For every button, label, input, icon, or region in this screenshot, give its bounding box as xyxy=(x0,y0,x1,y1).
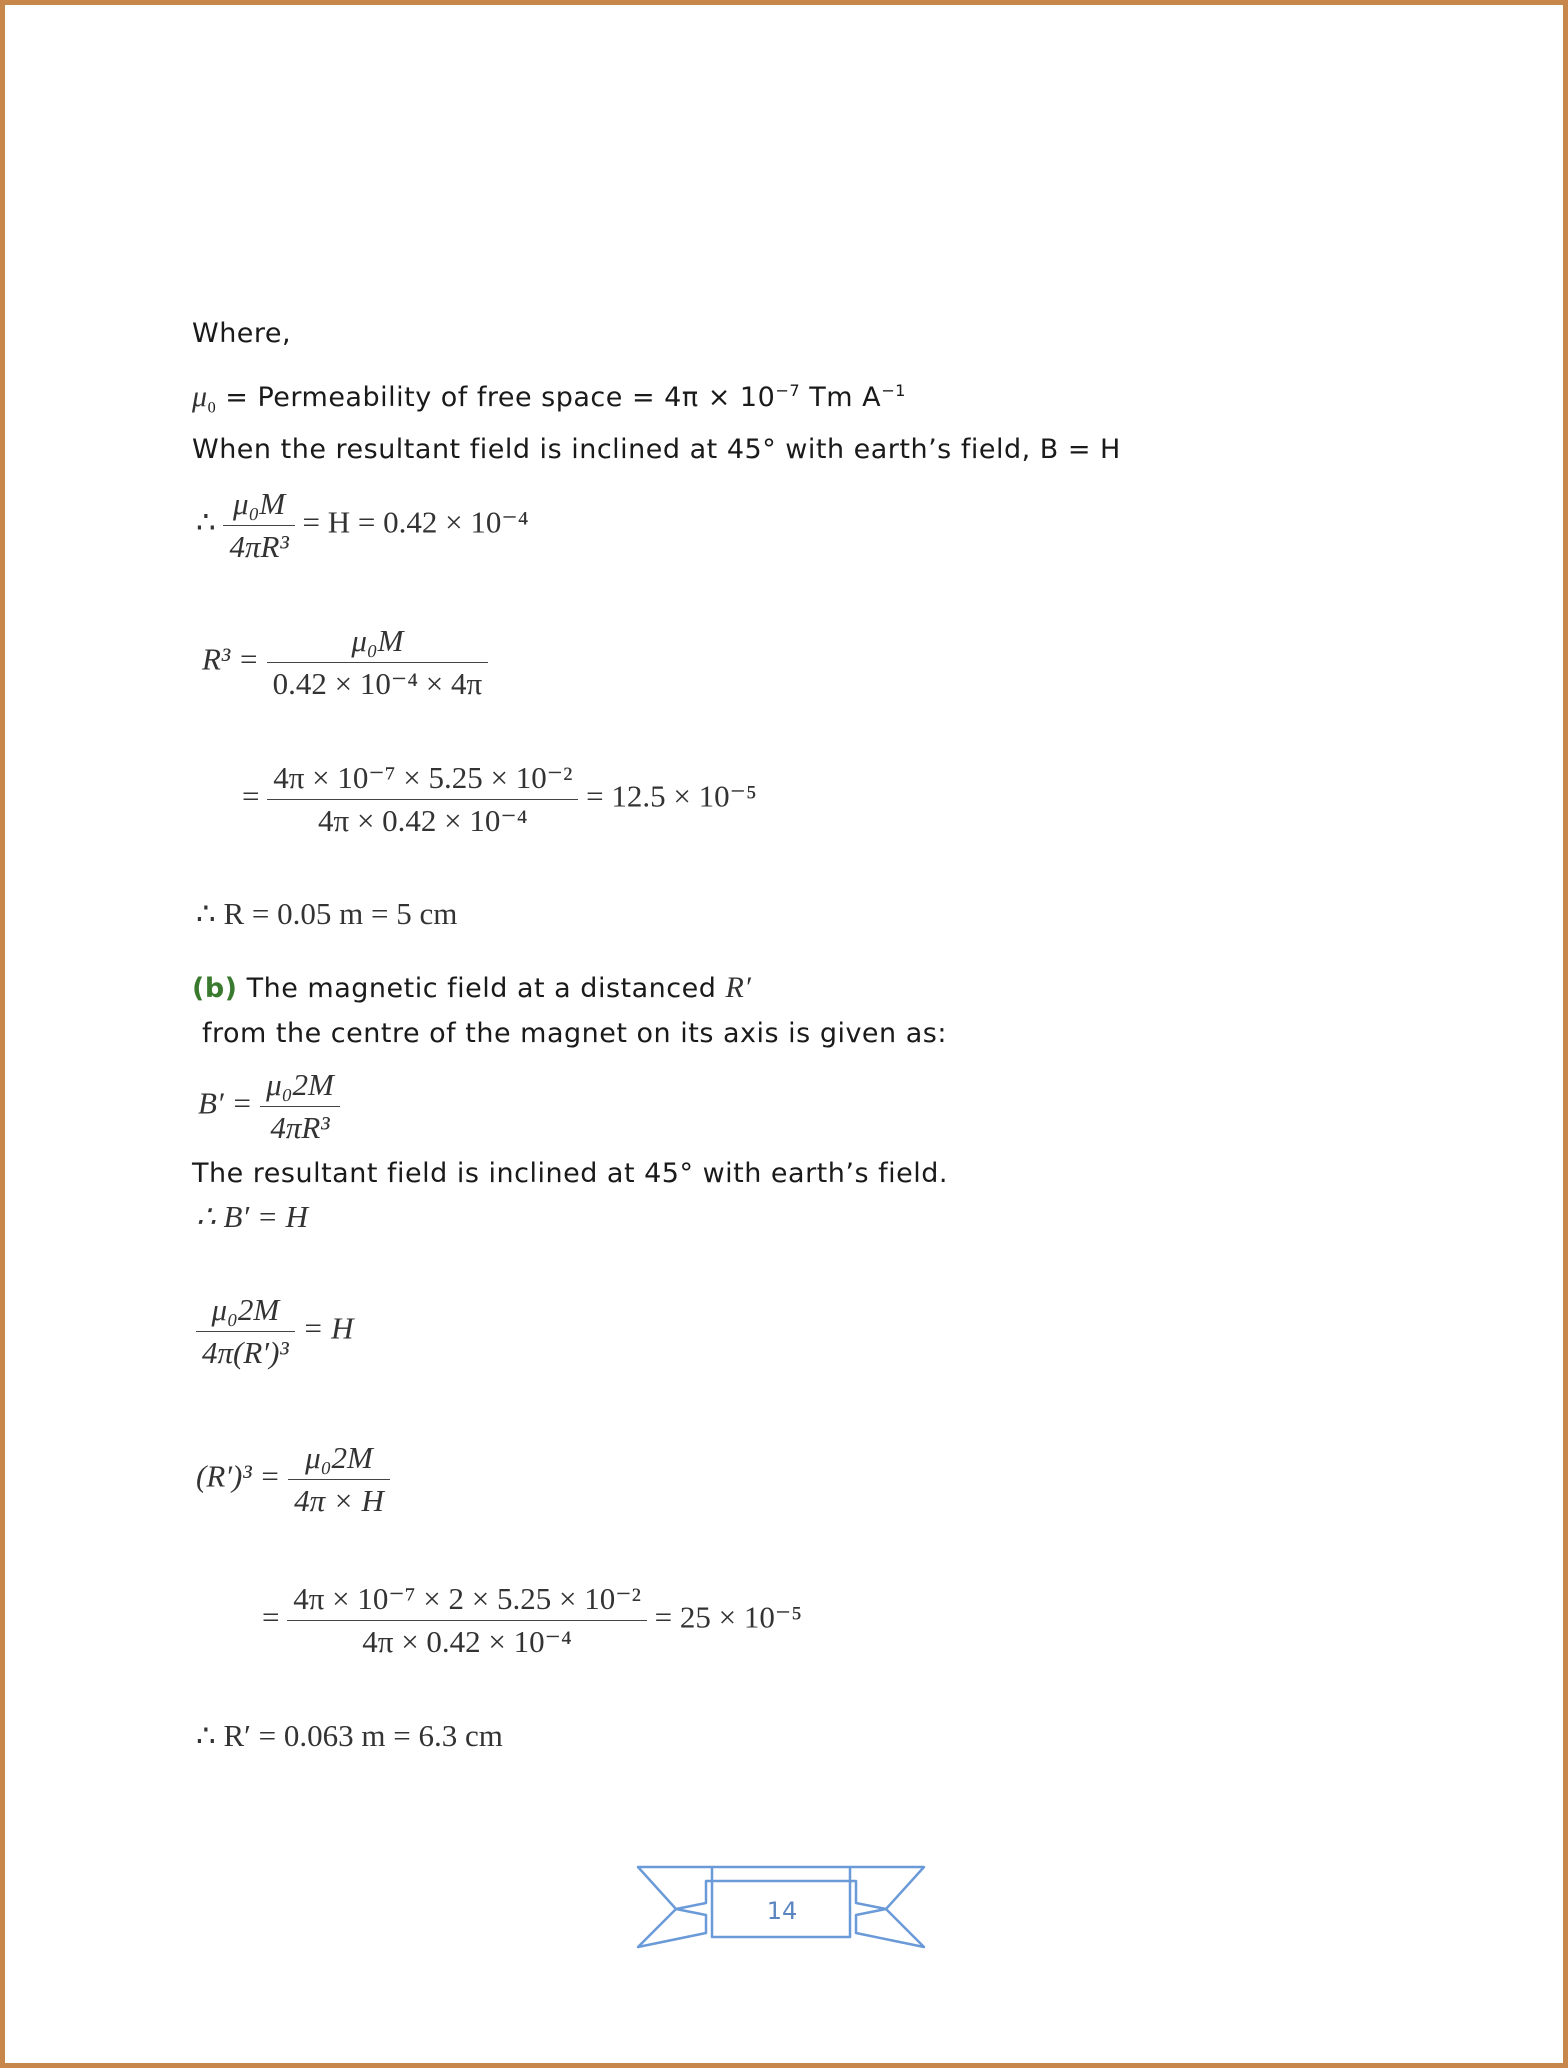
equation-10: ∴ R′ = 0.063 m = 6.3 cm xyxy=(196,1718,503,1753)
part-b-label: (b) xyxy=(192,973,238,1004)
fraction-5-numerator: μ₀2M xyxy=(266,1067,334,1102)
permeability-unit-exponent: −1 xyxy=(881,381,906,400)
equation-8 xyxy=(196,1440,390,1519)
part-b-line-1 xyxy=(192,971,751,1005)
mu0-subscript: 0 xyxy=(207,398,217,417)
equation-7-rhs: = H xyxy=(302,1310,354,1346)
equation-3 xyxy=(242,760,757,839)
fraction-5 xyxy=(260,1067,340,1146)
permeability-text: = Permeability of free space = 4π × 10 xyxy=(225,382,776,413)
equation-2 xyxy=(202,623,488,702)
fraction-9-numerator: 4π × 10⁻⁷ × 2 × 5.25 × 10⁻² xyxy=(293,1581,641,1616)
page-number: 14 xyxy=(766,1897,798,1925)
fraction-3-numerator: 4π × 10⁻⁷ × 5.25 × 10⁻² xyxy=(273,760,573,795)
fraction-8 xyxy=(288,1440,390,1519)
fraction-3-denominator: 4π × 0.42 × 10⁻⁴ xyxy=(267,799,578,839)
fraction-7-numerator: μ₀2M xyxy=(211,1292,280,1327)
equation-9-equals: = xyxy=(262,1599,280,1635)
part-b-variable: R′ xyxy=(725,971,752,1004)
fraction-9 xyxy=(287,1581,647,1660)
equation-5 xyxy=(198,1067,340,1146)
fraction-3 xyxy=(267,760,578,839)
equation-9 xyxy=(262,1581,802,1660)
equation-2-lhs: R³ = xyxy=(202,641,259,677)
resultant-statement-b: The resultant field is inclined at 45° with earth’s field. xyxy=(192,1158,948,1189)
fraction-8-denominator: 4π × H xyxy=(288,1479,390,1519)
fraction-5-denominator: 4πR³ xyxy=(260,1106,340,1146)
equation-7 xyxy=(196,1292,354,1371)
equation-8-lhs: (R′)³ = xyxy=(196,1458,281,1494)
equation-1-rhs: = H = 0.42 × 10⁻⁴ xyxy=(302,504,529,540)
equation-3-rhs: = 12.5 × 10⁻⁵ xyxy=(586,778,757,814)
permeability-unit: Tm A xyxy=(800,382,882,413)
fraction-2-denominator: 0.42 × 10⁻⁴ × 4π xyxy=(267,662,489,702)
equation-6: ∴ B′ = H xyxy=(196,1199,308,1234)
permeability-exponent: −7 xyxy=(775,381,801,400)
equation-4: ∴ R = 0.05 m = 5 cm xyxy=(196,896,458,931)
equation-3-equals: = xyxy=(242,778,260,814)
equation-1 xyxy=(196,486,529,565)
fraction-2 xyxy=(267,623,489,702)
therefore-symbol: ∴ xyxy=(196,504,216,540)
fraction-1-numerator: μ₀M xyxy=(233,486,286,521)
fraction-1 xyxy=(223,486,294,565)
fraction-7-denominator: 4π(R′)³ xyxy=(196,1331,295,1371)
fraction-9-denominator: 4π × 0.42 × 10⁻⁴ xyxy=(287,1620,647,1660)
equation-9-rhs: = 25 × 10⁻⁵ xyxy=(654,1599,803,1635)
where-label: Where, xyxy=(192,318,292,349)
equation-5-lhs: B′ = xyxy=(198,1085,253,1121)
part-b-line-2: from the centre of the magnet on its axis is given as: xyxy=(202,1018,947,1049)
permeability-line xyxy=(192,380,906,417)
fraction-2-numerator: μ₀M xyxy=(351,623,404,658)
mu0-symbol: μ xyxy=(192,380,208,413)
part-b-text: The magnetic field at a distanced xyxy=(237,973,726,1004)
fraction-8-numerator: μ₀2M xyxy=(305,1440,373,1475)
fraction-7 xyxy=(196,1292,295,1371)
fraction-1-denominator: 4πR³ xyxy=(223,525,294,565)
resultant-statement-a: When the resultant field is inclined at 45° with earth’s field, B = H xyxy=(192,434,1121,465)
